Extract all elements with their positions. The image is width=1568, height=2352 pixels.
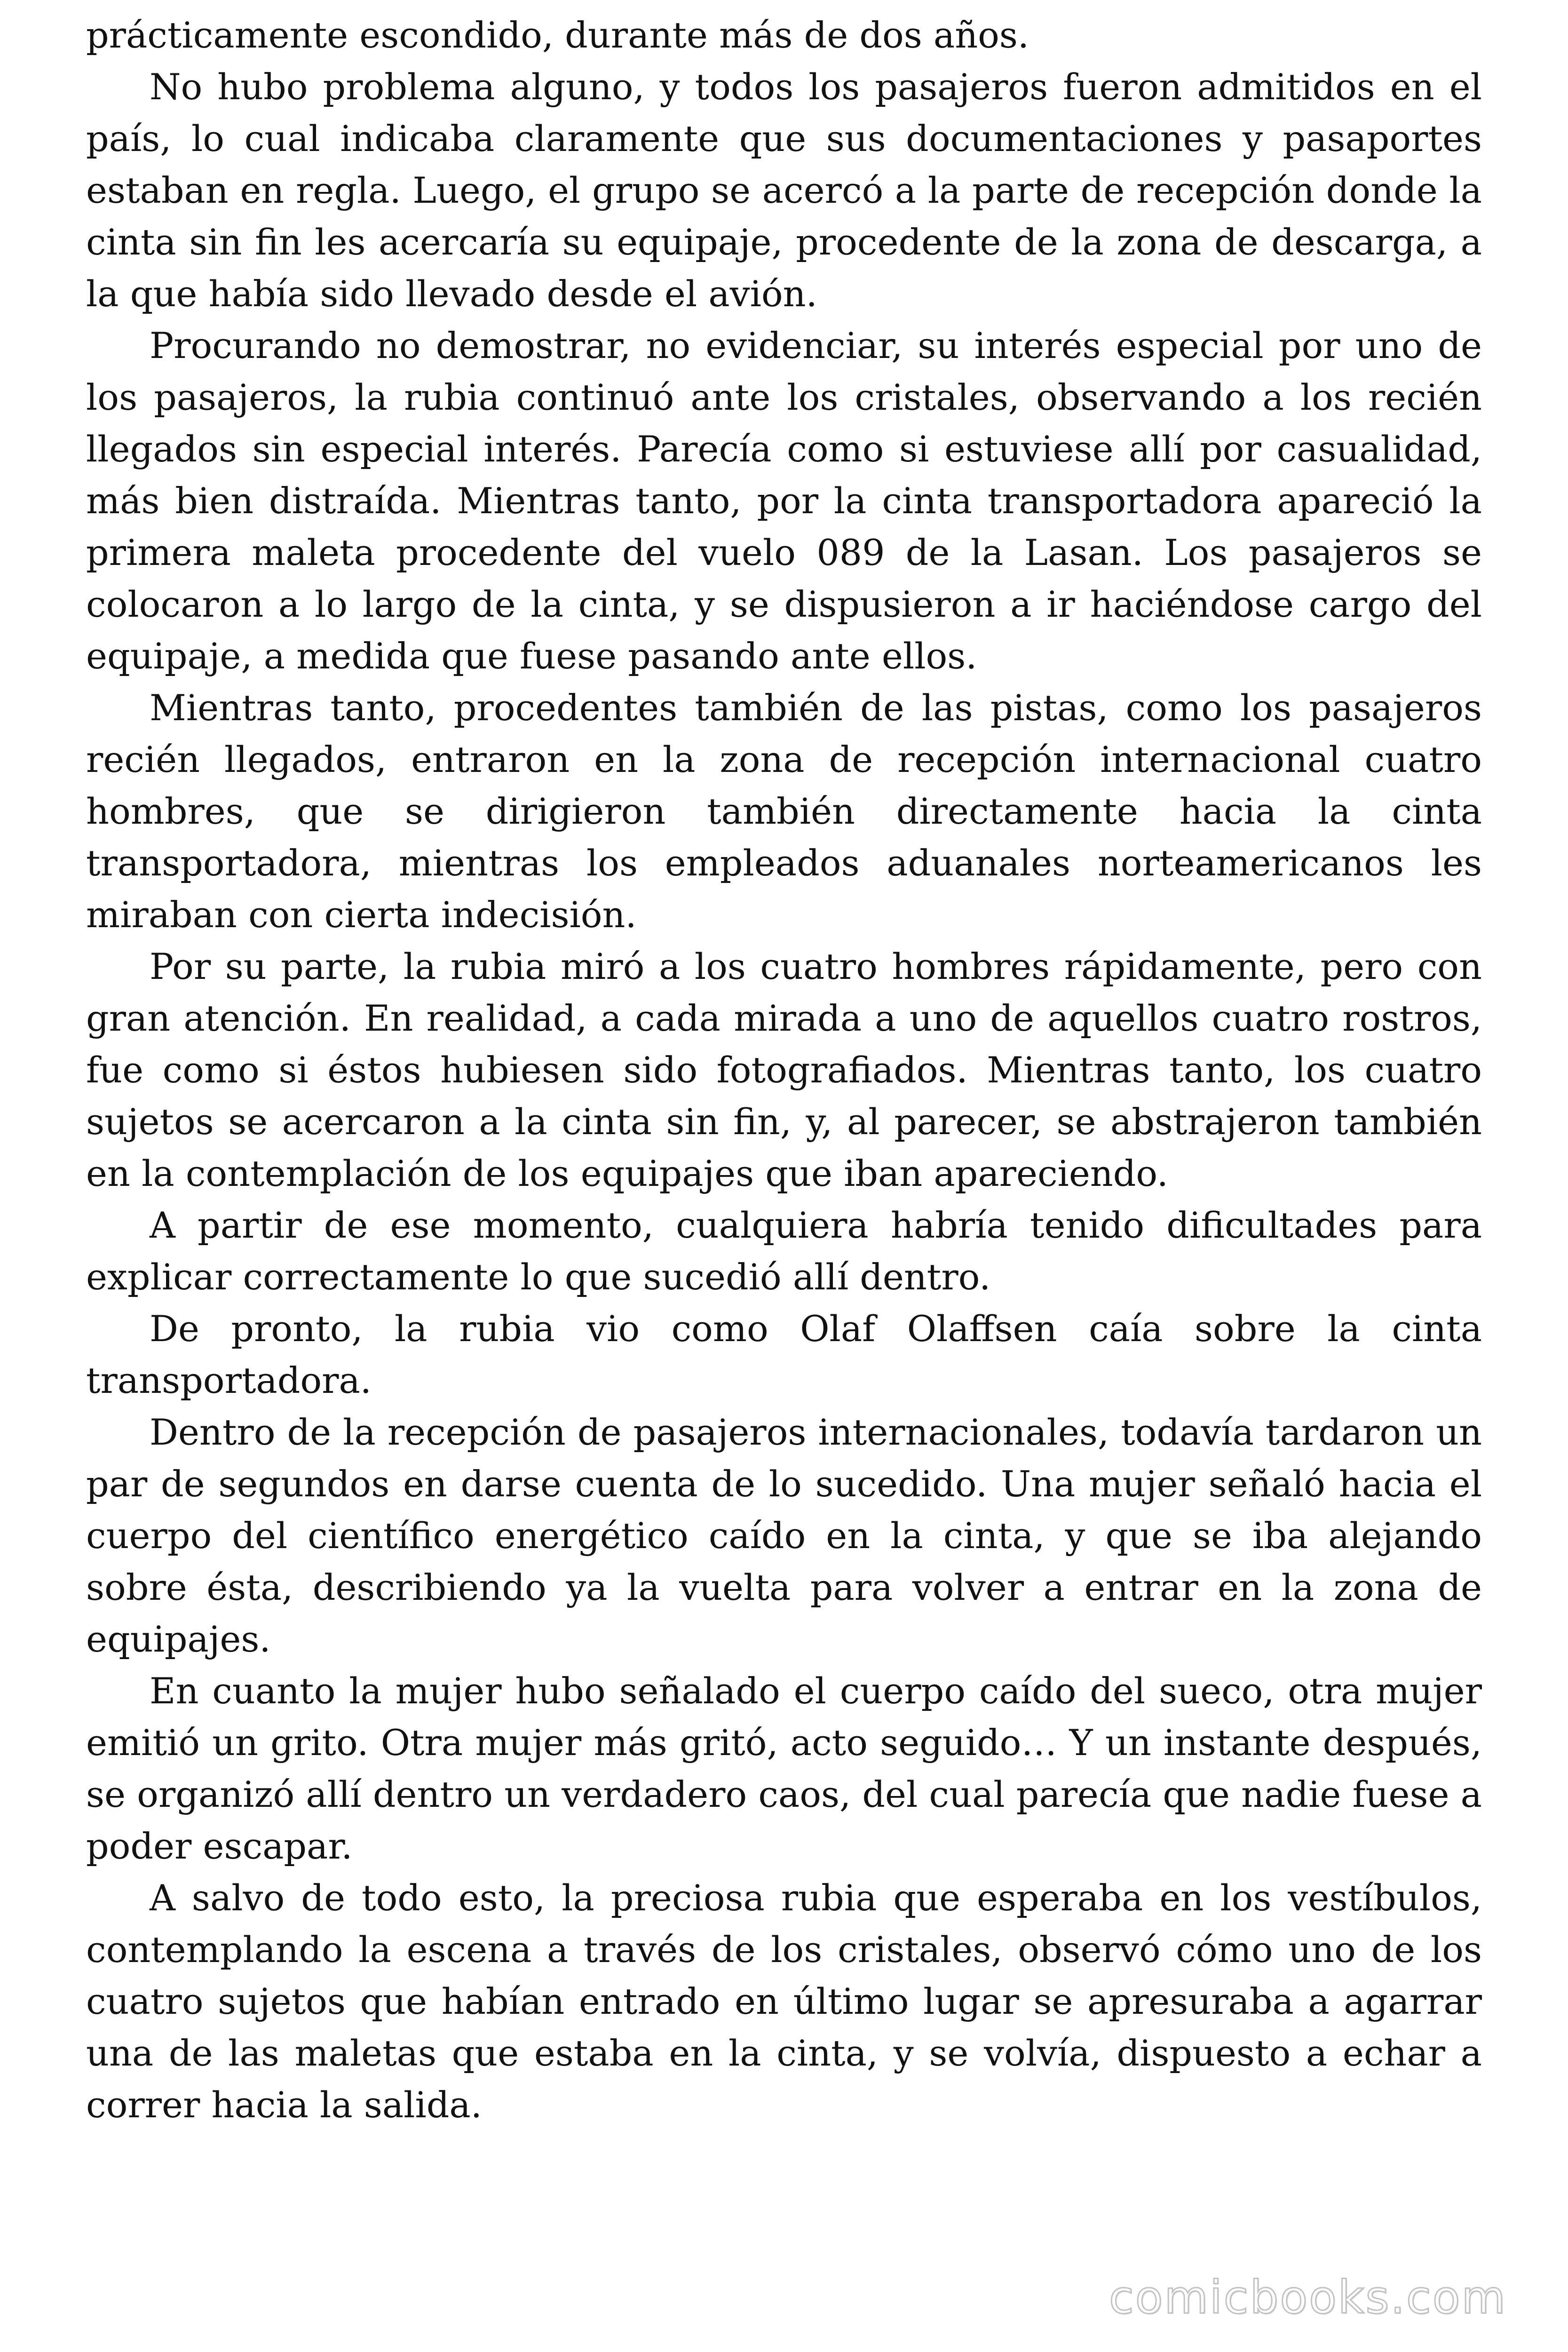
paragraph-7: De pronto, la rubia vio como Olaf Olaffsen caía sobre la cinta transportadora. xyxy=(86,1308,1482,1401)
paragraph-2: No hubo problema alguno, y todos los pasajeros fueron admitidos en el país, lo cual indicaba claramente que sus documentaciones y pasaportes estaban en regla. Luego, el grupo se acercó a la parte de recepción donde la cinta sin fin les acercaría su equipaje, procedente de la zona de descarga, a la que había sido llevado desde el avión. xyxy=(86,66,1482,315)
paragraph-5: Por su parte, la rubia miró a los cuatro hombres rápidamente, pero con gran atención. En realidad, a cada mirada a uno de aquellos cuatro rostros, fue como si éstos hubiesen sido fotografiados. Mientras tanto, los cuatro sujetos se acercaron a la cinta sin fin, y, al parecer, se abstrajeron también en la contemplación de los equipajes que iban apareciendo. xyxy=(86,946,1482,1194)
paragraph-4: Mientras tanto, procedentes también de las pistas, como los pasajeros recién llegados, entraron en la zona de recepción internacional cuatro hombres, que se dirigieron también directamente hacia la cinta transportadora, mientras los empleados aduanales norteamericanos les miraban con cierta indecisión. xyxy=(86,687,1482,936)
paragraph-8: Dentro de la recepción de pasajeros internacionales, todavía tardaron un par de segundos en darse cuenta de lo sucedido. Una mujer señaló hacia el cuerpo del científico energético caído en la cinta, y que se iba alejando sobre ésta, describiendo ya la vuelta para volver a entrar en la zona de equipajes. xyxy=(86,1411,1482,1660)
watermark: comicbooks.com xyxy=(1109,2271,1507,2324)
paragraph-3: Procurando no demostrar, no evidenciar, su interés especial por uno de los pasajeros, la rubia continuó ante los cristales, observando a los recién llegados sin especial interés. Parecía como si estuviese allí por casualidad, más bien distraída. Mientras tanto, por la cinta transportadora apareció la primera maleta procedente del vuelo 089 de la Lasan. Los pasajeros se colocaron a lo largo de la cinta, y se dispusieron a ir haciéndose cargo del equipaje, a medida que fuese pasando ante ellos. xyxy=(86,325,1482,677)
paragraph-9: En cuanto la mujer hubo señalado el cuerpo caído del sueco, otra mujer emitió un grito. Otra mujer más gritó, acto seguido… Y un instante después, se organizó allí dentro un verdadero caos, del cual parecía que nadie fuese a poder escapar. xyxy=(86,1670,1482,1867)
paragraph-1: prácticamente escondido, durante más de dos años. xyxy=(86,14,1029,56)
page-body xyxy=(86,9,1482,2131)
paragraph-10: A salvo de todo esto, la preciosa rubia que esperaba en los vestíbulos, contemplando la escena a través de los cristales, observó cómo uno de los cuatro sujetos que habían entrado en último lugar se apresuraba a agarrar una de las maletas que estaba en la cinta, y se volvía, dispuesto a echar a correr hacia la salida. xyxy=(86,1877,1482,2126)
paragraph-6: A partir de ese momento, cualquiera habría tenido dificultades para explicar correctamente lo que sucedió allí dentro. xyxy=(86,1204,1482,1298)
